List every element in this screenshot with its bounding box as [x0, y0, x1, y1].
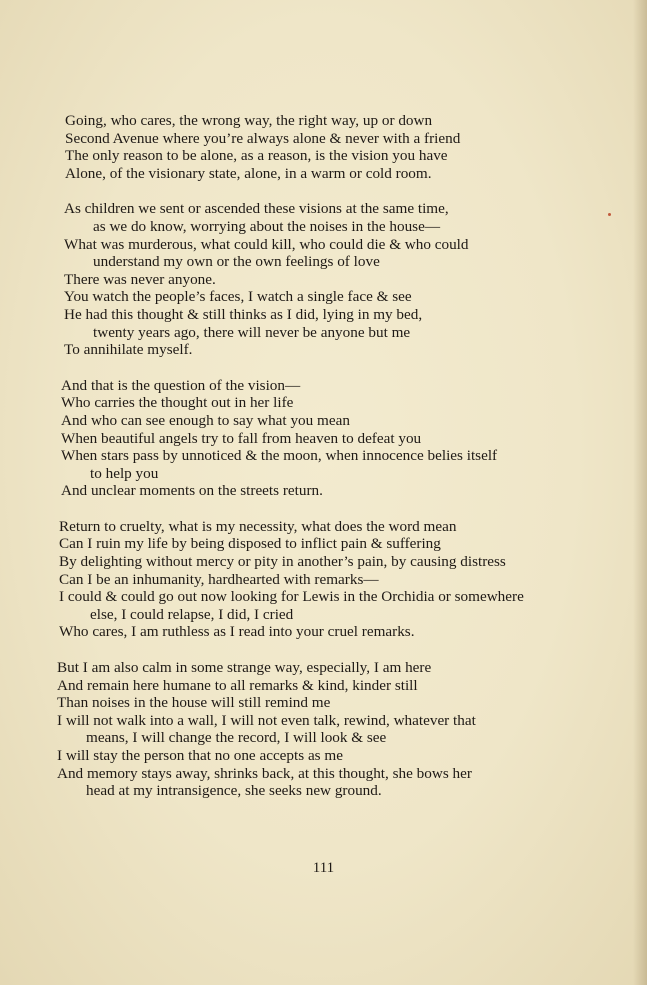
poem-line: Return to cruelty, what is my necessity, what does the word mean	[59, 517, 457, 535]
poem-line: What was murderous, what could kill, who could die & who could	[64, 235, 469, 253]
poem-line: To annihilate myself.	[64, 341, 193, 359]
poem-line-indented: as we do know, worrying about the noises in the house—	[93, 217, 441, 235]
poem-line: And who can see enough to say what you mean	[61, 411, 350, 429]
poem-line: And that is the question of the vision—	[61, 376, 301, 394]
poem-line: I could & could go out now looking for Lewis in the Orchidia or somewhere	[59, 588, 524, 606]
poem-line: I will stay the person that no one accepts as me	[57, 747, 343, 764]
stanza-5	[0, 659, 647, 800]
poem-line: Who cares, I am ruthless as I read into your cruel remarks.	[59, 623, 415, 641]
page-number: 111	[312, 860, 335, 876]
poem-line: Going, who cares, the wrong way, the right way, up or down	[65, 112, 433, 129]
poem-line: Than noises in the house will still remind me	[57, 694, 331, 712]
stanza-4	[0, 518, 647, 641]
stanza-1	[0, 112, 647, 182]
poem-line-indented: else, I could relapse, I did, I cried	[90, 605, 294, 623]
poem-line-indented: to help you	[90, 464, 159, 482]
poem-line: I will not walk into a wall, I will not even talk, rewind, whatever that	[57, 711, 476, 729]
poem-line: Second Avenue where you’re always alone & never with a friend	[65, 129, 461, 147]
poem-line: Who carries the thought out in her life	[61, 394, 294, 412]
poem-line-indented: head at my intransigence, she seeks new ground.	[86, 782, 382, 800]
poem-line: There was never anyone.	[64, 270, 216, 288]
poem-line: He had this thought & still thinks as I did, lying in my bed,	[64, 305, 423, 323]
poem-line: But I am also calm in some strange way, especially, I am here	[57, 659, 432, 677]
poem-line: You watch the people’s faces, I watch a single face & see	[64, 288, 412, 306]
poem-line: The only reason to be alone, as a reason, is the vision you have	[65, 147, 448, 165]
poem-line: And remain here humane to all remarks & kind, kinder still	[57, 676, 418, 694]
poem-line-indented: understand my own or the own feelings of love	[93, 253, 380, 271]
poem-line: When beautiful angels try to fall from heaven to defeat you	[61, 429, 422, 447]
poem-line: And unclear moments on the streets return.	[61, 482, 323, 500]
stanza-3	[0, 377, 647, 500]
poem-line: When stars pass by unnoticed & the moon, when innocence belies itself	[61, 447, 498, 465]
stanza-2	[0, 200, 647, 358]
poem-line-indented: twenty years ago, there will never be anyone but me	[93, 323, 411, 341]
poem-body	[0, 112, 647, 818]
poem-line: And memory stays away, shrinks back, at this thought, she bows her	[57, 764, 472, 782]
poem-line: Alone, of the visionary state, alone, in a warm or cold room.	[65, 164, 432, 182]
poem-line: As children we sent or ascended these visions at the same time,	[64, 200, 449, 218]
poem-line-indented: means, I will change the record, I will look & see	[86, 729, 387, 747]
poem-line: Can I ruin my life by being disposed to inflict pain & suffering	[59, 535, 441, 553]
poem-line: By delighting without mercy or pity in another’s pain, by causing distress	[59, 553, 506, 571]
poem-line: Can I be an inhumanity, hardhearted with remarks—	[59, 570, 379, 588]
